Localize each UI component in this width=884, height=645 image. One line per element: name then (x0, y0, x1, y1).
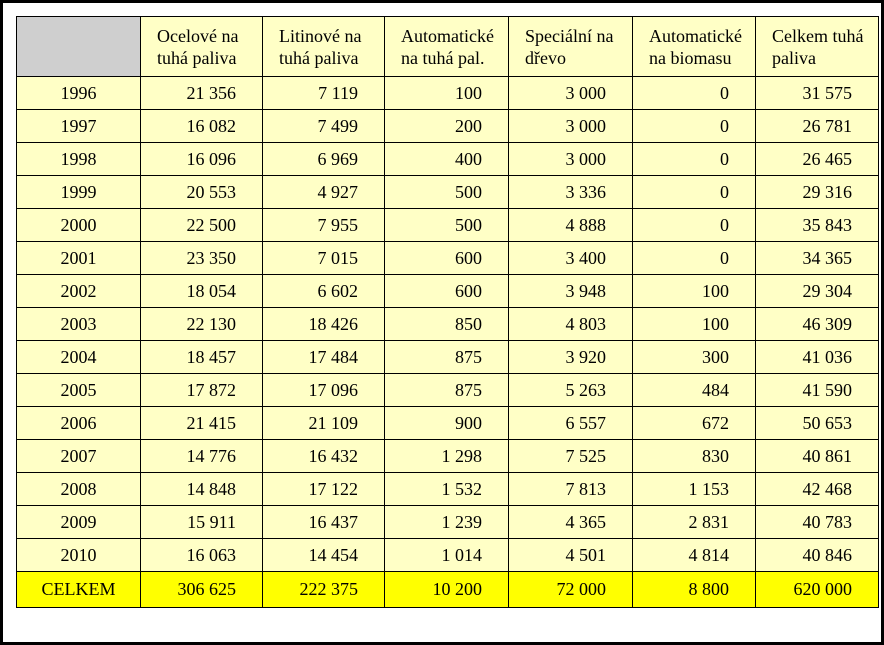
total-cell: 620 000 (756, 572, 879, 608)
value-cell: 34 365 (756, 242, 879, 275)
value-cell: 40 846 (756, 539, 879, 572)
value-cell: 7 955 (263, 209, 385, 242)
value-cell: 3 948 (509, 275, 633, 308)
value-cell: 600 (385, 275, 509, 308)
year-cell: 2007 (17, 440, 141, 473)
year-cell: 1998 (17, 143, 141, 176)
year-cell: 2006 (17, 407, 141, 440)
value-cell: 29 316 (756, 176, 879, 209)
value-cell: 100 (633, 275, 756, 308)
year-cell: 1996 (17, 77, 141, 110)
table-row (17, 407, 879, 440)
boiler-sales-table (16, 16, 879, 608)
value-cell: 600 (385, 242, 509, 275)
table-row (17, 341, 879, 374)
column-header: Litinové na tuhá paliva (263, 17, 385, 77)
value-cell: 0 (633, 242, 756, 275)
value-cell: 0 (633, 110, 756, 143)
value-cell: 23 350 (141, 242, 263, 275)
value-cell: 100 (633, 308, 756, 341)
value-cell: 21 415 (141, 407, 263, 440)
value-cell: 7 015 (263, 242, 385, 275)
value-cell: 4 501 (509, 539, 633, 572)
table-row (17, 275, 879, 308)
year-cell: 2000 (17, 209, 141, 242)
table-row (17, 374, 879, 407)
value-cell: 17 096 (263, 374, 385, 407)
value-cell: 46 309 (756, 308, 879, 341)
value-cell: 4 365 (509, 506, 633, 539)
total-cell: 306 625 (141, 572, 263, 608)
value-cell: 40 861 (756, 440, 879, 473)
total-cell: 222 375 (263, 572, 385, 608)
table-row (17, 77, 879, 110)
value-cell: 14 776 (141, 440, 263, 473)
table-row (17, 242, 879, 275)
value-cell: 0 (633, 176, 756, 209)
total-row (17, 572, 879, 608)
value-cell: 22 500 (141, 209, 263, 242)
table-row (17, 473, 879, 506)
value-cell: 29 304 (756, 275, 879, 308)
value-cell: 0 (633, 209, 756, 242)
value-cell: 16 432 (263, 440, 385, 473)
value-cell: 900 (385, 407, 509, 440)
value-cell: 200 (385, 110, 509, 143)
value-cell: 16 063 (141, 539, 263, 572)
table-row (17, 440, 879, 473)
table-row (17, 539, 879, 572)
value-cell: 4 927 (263, 176, 385, 209)
value-cell: 17 122 (263, 473, 385, 506)
table-row (17, 308, 879, 341)
value-cell: 3 000 (509, 110, 633, 143)
value-cell: 41 036 (756, 341, 879, 374)
value-cell: 18 426 (263, 308, 385, 341)
value-cell: 830 (633, 440, 756, 473)
value-cell: 16 096 (141, 143, 263, 176)
value-cell: 40 783 (756, 506, 879, 539)
table-row (17, 143, 879, 176)
header-row (17, 17, 879, 77)
value-cell: 875 (385, 374, 509, 407)
value-cell: 1 014 (385, 539, 509, 572)
value-cell: 3 000 (509, 77, 633, 110)
value-cell: 3 400 (509, 242, 633, 275)
year-cell: 2002 (17, 275, 141, 308)
value-cell: 31 575 (756, 77, 879, 110)
value-cell: 42 468 (756, 473, 879, 506)
value-cell: 850 (385, 308, 509, 341)
value-cell: 14 848 (141, 473, 263, 506)
year-cell: 1997 (17, 110, 141, 143)
value-cell: 400 (385, 143, 509, 176)
corner-cell (17, 17, 141, 77)
value-cell: 1 239 (385, 506, 509, 539)
value-cell: 7 499 (263, 110, 385, 143)
value-cell: 18 054 (141, 275, 263, 308)
column-header: Celkem tuhá paliva (756, 17, 879, 77)
table-row (17, 176, 879, 209)
value-cell: 500 (385, 209, 509, 242)
year-cell: 2005 (17, 374, 141, 407)
column-header: Ocelové na tuhá paliva (141, 17, 263, 77)
value-cell: 1 298 (385, 440, 509, 473)
value-cell: 0 (633, 143, 756, 176)
value-cell: 17 484 (263, 341, 385, 374)
total-label: CELKEM (17, 572, 141, 608)
table-row (17, 110, 879, 143)
value-cell: 5 263 (509, 374, 633, 407)
value-cell: 3 000 (509, 143, 633, 176)
year-cell: 2008 (17, 473, 141, 506)
value-cell: 21 356 (141, 77, 263, 110)
value-cell: 7 525 (509, 440, 633, 473)
value-cell: 20 553 (141, 176, 263, 209)
value-cell: 7 119 (263, 77, 385, 110)
value-cell: 17 872 (141, 374, 263, 407)
value-cell: 15 911 (141, 506, 263, 539)
year-cell: 2009 (17, 506, 141, 539)
year-cell: 2001 (17, 242, 141, 275)
value-cell: 50 653 (756, 407, 879, 440)
total-cell: 72 000 (509, 572, 633, 608)
value-cell: 2 831 (633, 506, 756, 539)
year-cell: 2003 (17, 308, 141, 341)
value-cell: 26 465 (756, 143, 879, 176)
value-cell: 500 (385, 176, 509, 209)
value-cell: 300 (633, 341, 756, 374)
value-cell: 6 602 (263, 275, 385, 308)
year-cell: 2010 (17, 539, 141, 572)
value-cell: 6 557 (509, 407, 633, 440)
value-cell: 3 920 (509, 341, 633, 374)
column-header: Automatické na biomasu (633, 17, 756, 77)
value-cell: 14 454 (263, 539, 385, 572)
year-cell: 1999 (17, 176, 141, 209)
value-cell: 4 803 (509, 308, 633, 341)
value-cell: 16 082 (141, 110, 263, 143)
table-row (17, 506, 879, 539)
total-cell: 10 200 (385, 572, 509, 608)
value-cell: 7 813 (509, 473, 633, 506)
value-cell: 484 (633, 374, 756, 407)
value-cell: 875 (385, 341, 509, 374)
column-header: Automatické na tuhá pal. (385, 17, 509, 77)
table-row (17, 209, 879, 242)
value-cell: 672 (633, 407, 756, 440)
total-cell: 8 800 (633, 572, 756, 608)
value-cell: 4 888 (509, 209, 633, 242)
value-cell: 41 590 (756, 374, 879, 407)
value-cell: 22 130 (141, 308, 263, 341)
value-cell: 4 814 (633, 539, 756, 572)
value-cell: 1 532 (385, 473, 509, 506)
value-cell: 35 843 (756, 209, 879, 242)
value-cell: 26 781 (756, 110, 879, 143)
year-cell: 2004 (17, 341, 141, 374)
column-header: Speciální na dřevo (509, 17, 633, 77)
value-cell: 3 336 (509, 176, 633, 209)
value-cell: 16 437 (263, 506, 385, 539)
value-cell: 6 969 (263, 143, 385, 176)
value-cell: 21 109 (263, 407, 385, 440)
value-cell: 18 457 (141, 341, 263, 374)
value-cell: 100 (385, 77, 509, 110)
value-cell: 1 153 (633, 473, 756, 506)
value-cell: 0 (633, 77, 756, 110)
